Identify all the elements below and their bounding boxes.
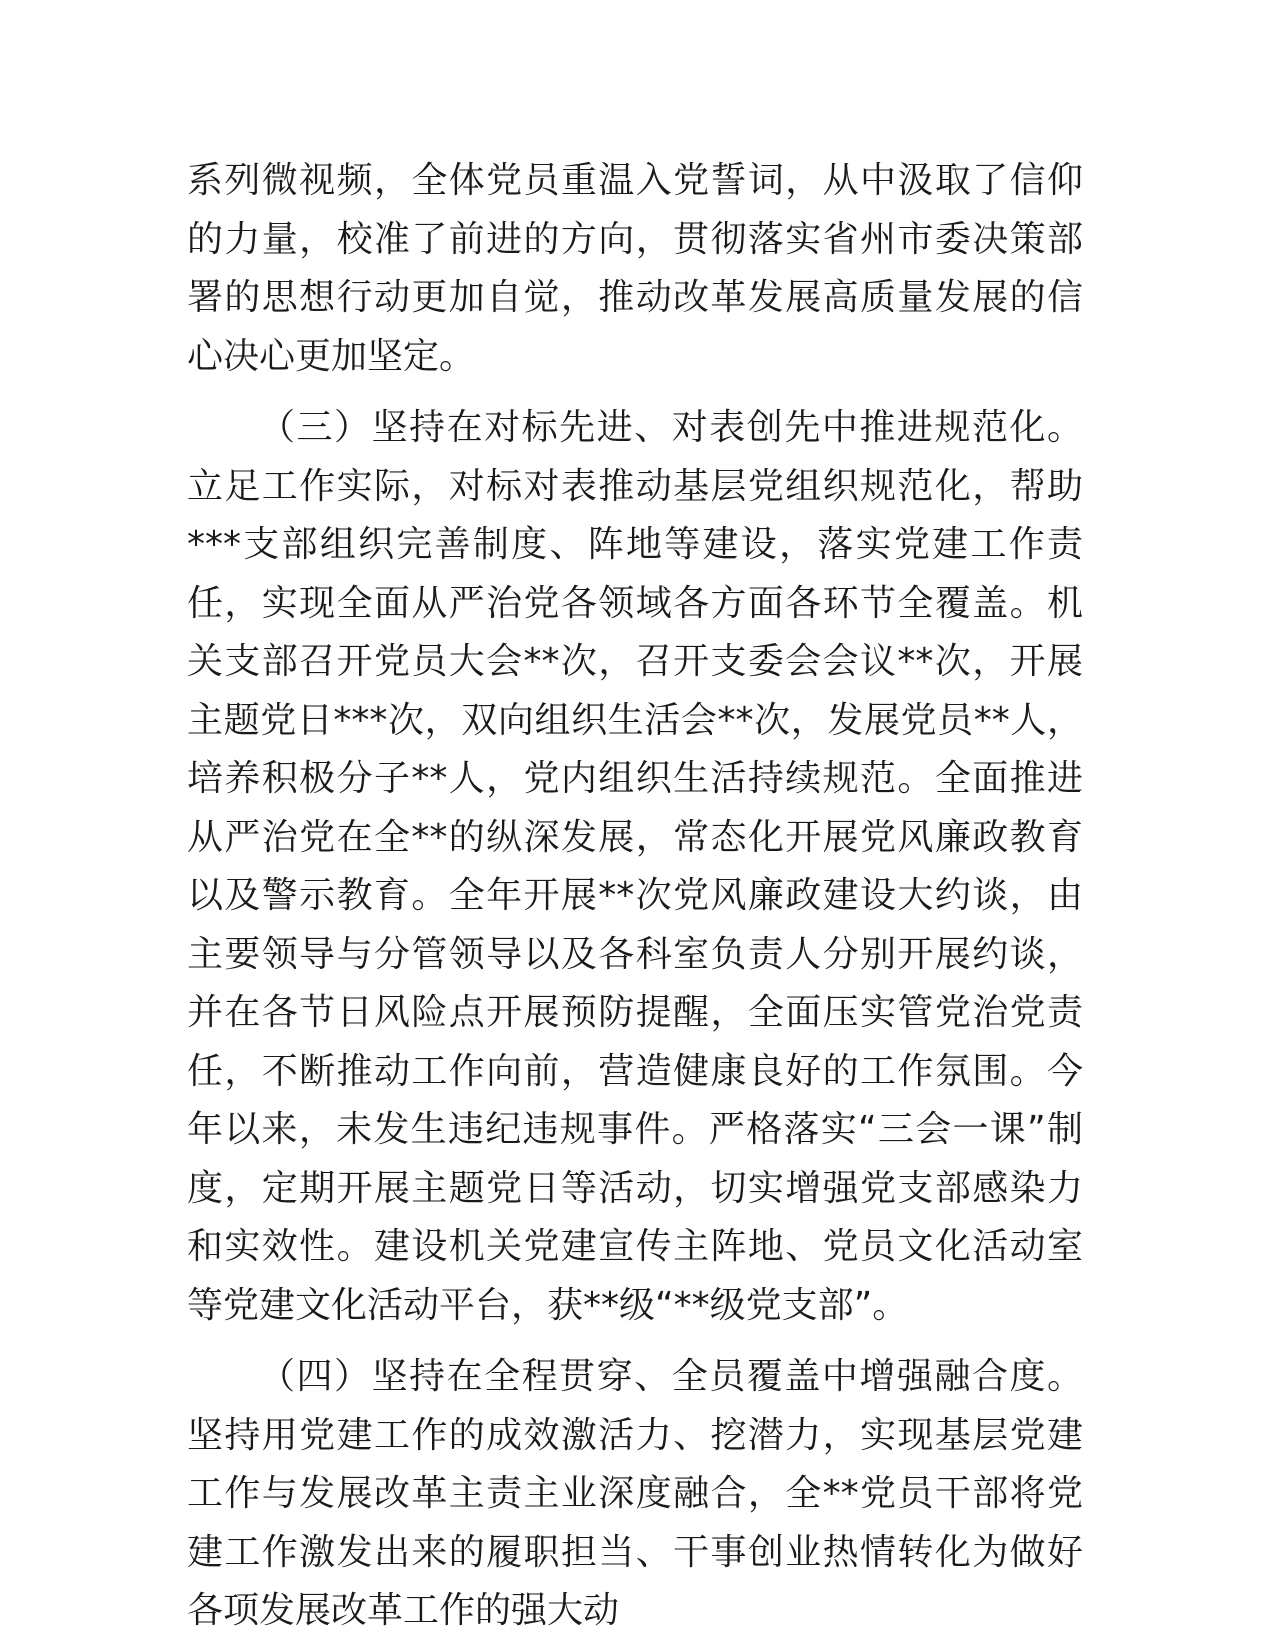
paragraph-section-three: （三）坚持在对标先进、对表创先中推进规范化。立足工作实际，对标对表推动基层党组织规范化，帮助***支部组织完善制度、阵地等建设，落实党建工作责任，实现全面从严治党各领域各方面各环节全覆盖。机关支部召开党员大会**次，召开支委会会议**次，开展主题党日***次，双向组织生活会**次，发展党员**人，培养积极分子**人，党内组织生活持续规范。全面推进从严治党在全**的纵深发展，常态化开展党风廉政教育以及警示教育。全年开展**次党风廉政建设大约谈，由主要领导与分管领导以及各科室负责人分别开展约谈，并在各节日风险点开展预防提醒，全面压实管党治党责任，不断推动工作向前，营造健康良好的工作氛围。今年以来，未发生违纪违规事件。严格落实“三会一课”制度，定期开展主题党日等活动，切实增强党支部感染力和实效性。建设机关党建宣传主阵地、党员文化活动室等党建文化活动平台，获**级“**级党支部”。 <box>187 407 1083 1326</box>
document-body <box>187 152 1083 1641</box>
paragraph-continuation: 系列微视频，全体党员重温入党誓词，从中汲取了信仰的力量，校准了前进的方向，贯彻落实省州市委决策部署的思想行动更加自觉，推动改革发展高质量发展的信心决心更加坚定。 <box>187 160 1083 377</box>
paragraph-section-four: （四）坚持在全程贯穿、全员覆盖中增强融合度。坚持用党建工作的成效激活力、挖潜力，实现基层党建工作与发展改革主责主业深度融合，全**党员干部将党建工作激发出来的履职担当、干事创业热情转化为做好各项发展改革工作的强大动 <box>187 1356 1083 1631</box>
